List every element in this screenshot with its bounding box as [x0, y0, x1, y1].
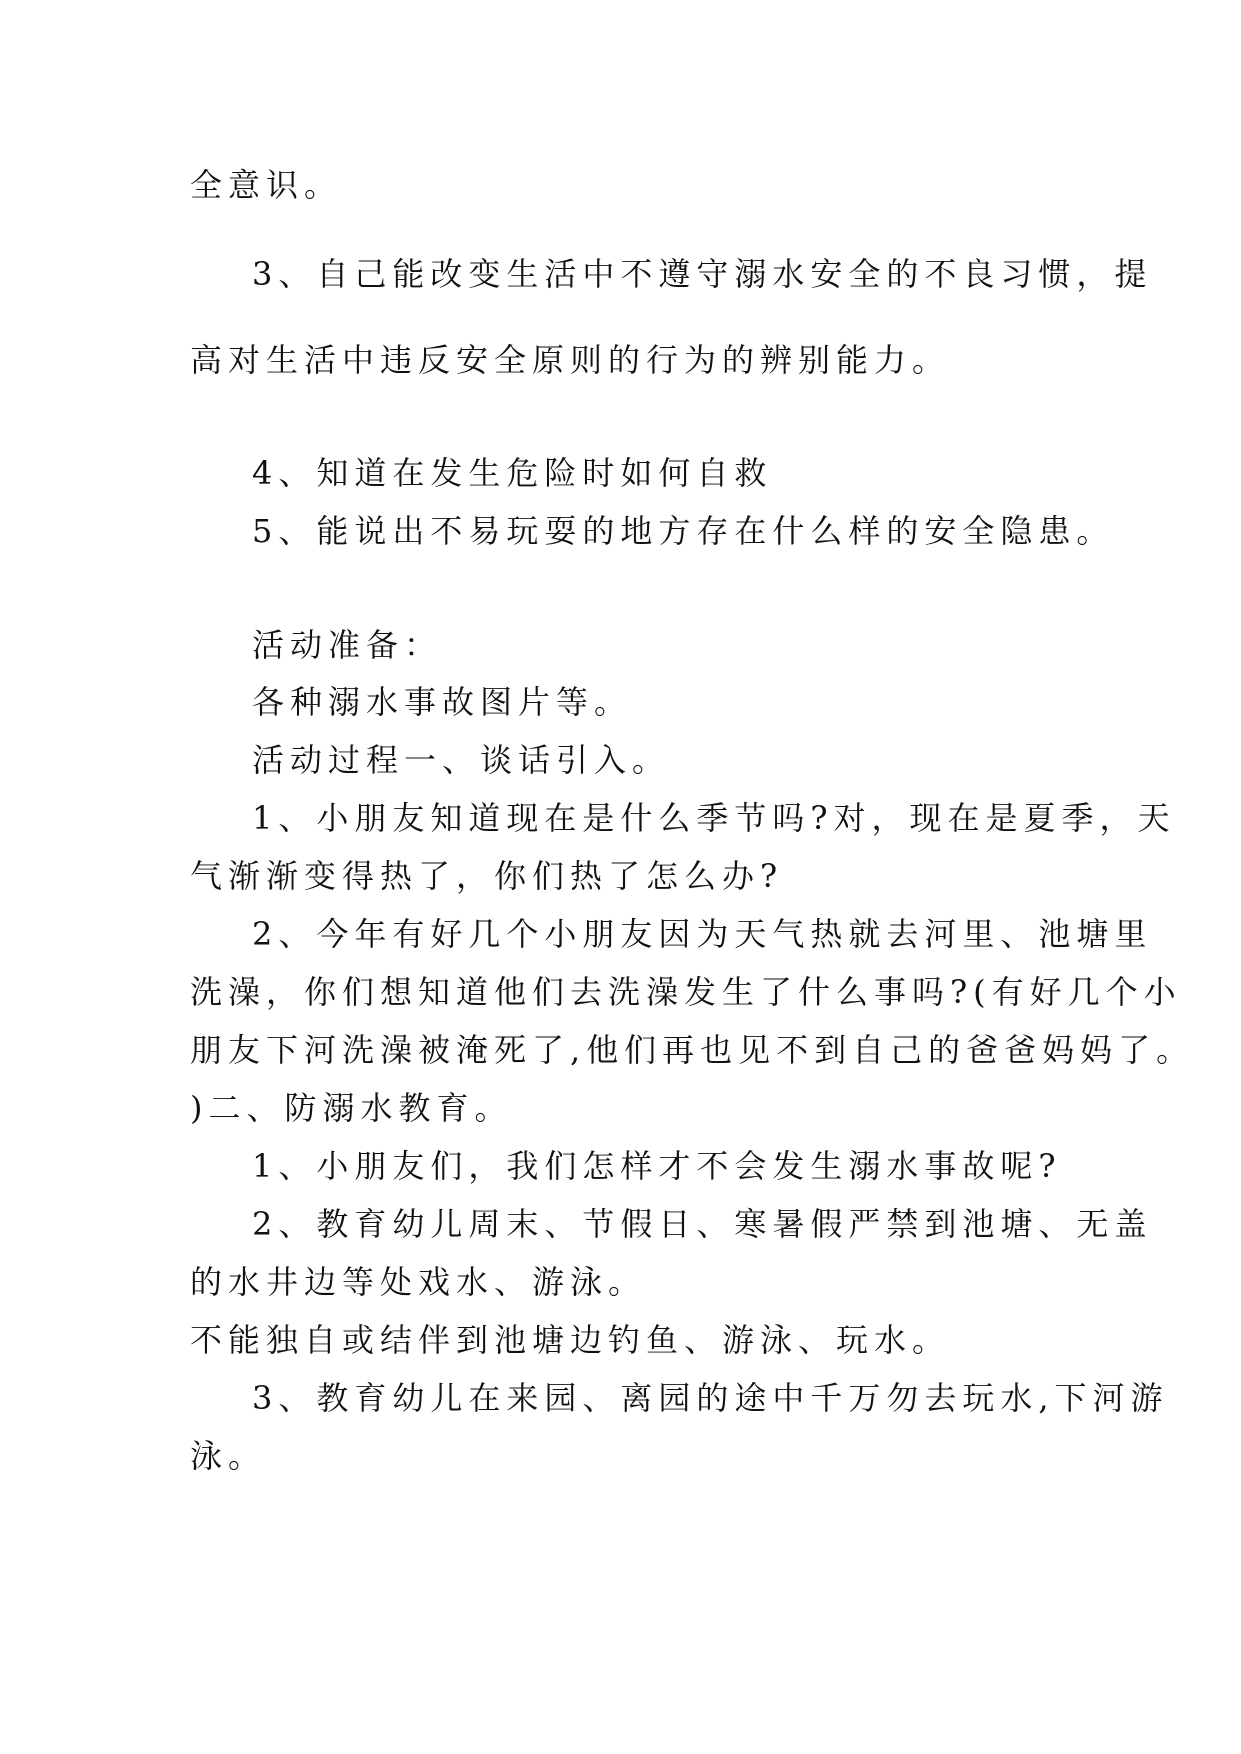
text-line: 不能独自或结伴到池塘边钓鱼、游泳、玩水。	[190, 1321, 951, 1359]
text-line: 5、能说出不易玩耍的地方存在什么样的安全隐患。	[252, 512, 1115, 550]
text-line: 3、自己能改变生活中不遵守溺水安全的不良习惯，提	[252, 255, 1153, 293]
text-line: 3、教育幼儿在来园、离园的途中千万勿去玩水,下河游	[252, 1379, 1169, 1417]
text-line: 洗澡，你们想知道他们去洗澡发生了什么事吗?(有好几个小	[190, 973, 1182, 1011]
text-line: 各种溺水事故图片等。	[252, 683, 633, 721]
text-line: 2、今年有好几个小朋友因为天气热就去河里、池塘里	[252, 915, 1153, 953]
text-line: 活动过程一、谈话引入。	[252, 741, 671, 779]
text-line: 全意识。	[190, 166, 343, 204]
text-line: 1、小朋友们，我们怎样才不会发生溺水事故呢?	[252, 1147, 1062, 1185]
text-line: 1、小朋友知道现在是什么季节吗?对，现在是夏季，天	[252, 799, 1176, 837]
text-line: 高对生活中违反安全原则的行为的辨别能力。	[190, 341, 951, 379]
text-line: )二、防溺水教育。	[190, 1089, 513, 1127]
text-line: 活动准备：	[252, 626, 443, 664]
text-line: 的水井边等处戏水、游泳。	[190, 1263, 647, 1301]
text-line: 泳。	[190, 1437, 267, 1475]
text-line: 气渐渐变得热了，你们热了怎么办?	[190, 857, 784, 895]
text-line: 4、知道在发生危险时如何自救	[252, 454, 773, 492]
text-line: 2、教育幼儿周末、节假日、寒暑假严禁到池塘、无盖	[252, 1205, 1153, 1243]
text-line: 朋友下河洗澡被淹死了,他们再也见不到自己的爸爸妈妈了。	[190, 1031, 1195, 1069]
